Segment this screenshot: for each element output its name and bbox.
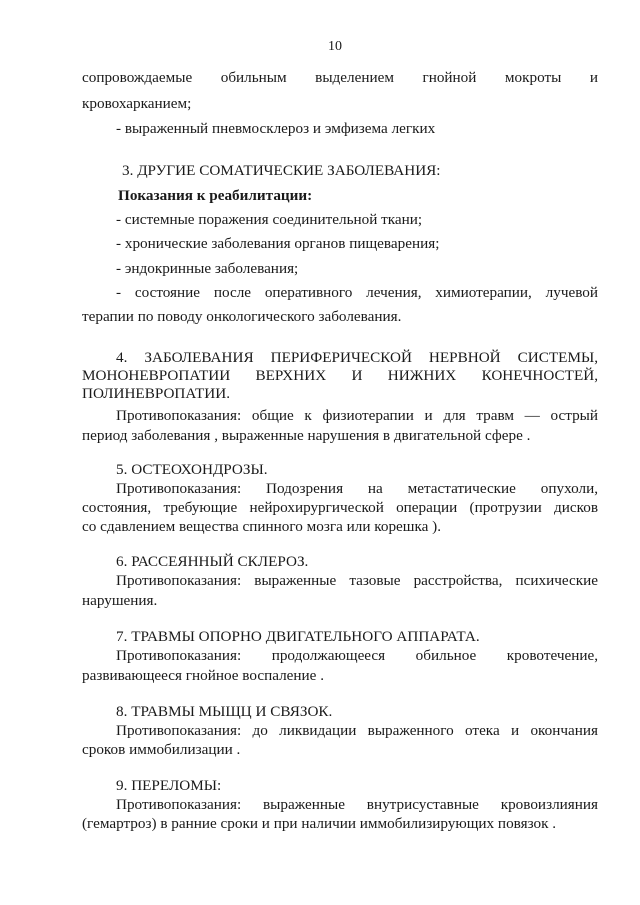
section-8-heading: 8. ТРАВМЫ МЫЩЦ И СВЯЗОК. bbox=[116, 703, 333, 720]
indication-item-4-line-2: терапии по поводу онкологического заболевания. bbox=[82, 308, 402, 325]
section-5-text-line-3: со сдавлением вещества спинного мозга или корешка ). bbox=[82, 518, 442, 535]
section-7-text-line-2: развивающееся гнойное воспаление . bbox=[82, 667, 324, 684]
section-8-text-line-2: сроков иммобилизации . bbox=[82, 741, 241, 758]
section-6-heading: 6. РАССЕЯННЫЙ СКЛЕРОЗ. bbox=[116, 553, 309, 570]
section-4-heading-line-1: 4. ЗАБОЛЕВАНИЯ ПЕРИФЕРИЧЕСКОЙ НЕРВНОЙ СИСТЕМЫ, bbox=[116, 349, 598, 366]
section-7-heading: 7. ТРАВМЫ ОПОРНО ДВИГАТЕЛЬНОГО АППАРАТА. bbox=[116, 628, 480, 645]
continuation-line-1: сопровождаемые обильным выделением гнойной мокроты и bbox=[82, 69, 598, 86]
section-9-heading: 9. ПЕРЕЛОМЫ: bbox=[116, 777, 222, 794]
section-5-heading: 5. ОСТЕОХОНДРОЗЫ. bbox=[116, 461, 268, 478]
section-9-text-line-2: (гемартроз) в ранние сроки и при наличии иммобилизирующих повязок . bbox=[82, 815, 557, 832]
indication-item-3: - эндокринные заболевания; bbox=[116, 260, 299, 277]
section-6-text-line-1: Противопоказания: выраженные тазовые расстройства, психические bbox=[116, 572, 598, 589]
continuation-line-3: - выраженный пневмосклероз и эмфизема легких bbox=[116, 120, 436, 137]
indication-item-1: - системные поражения соединительной ткани; bbox=[116, 211, 423, 228]
section-8-text-line-1: Противопоказания: до ликвидации выраженного отека и окончания bbox=[116, 722, 598, 739]
section-9-text-line-1: Противопоказания: выраженные внутрисуставные кровоизлияния bbox=[116, 796, 598, 813]
section-3-heading: 3. ДРУГИЕ СОМАТИЧЕСКИЕ ЗАБОЛЕВАНИЯ: bbox=[122, 162, 441, 179]
section-5-text-line-2: состояния, требующие нейрохирургической операции (протрузии дисков bbox=[82, 499, 598, 516]
section-7-text-line-1: Противопоказания: продолжающееся обильное кровотечение, bbox=[116, 647, 598, 664]
page-number: 10 bbox=[328, 39, 342, 54]
section-5-text-line-1: Противопоказания: Подозрения на метастатические опухоли, bbox=[116, 480, 598, 497]
section-6-text-line-2: нарушения. bbox=[82, 592, 158, 609]
indication-item-4-line-1: - состояние после оперативного лечения, химиотерапии, лучевой bbox=[116, 284, 598, 301]
section-4-heading-line-2: МОНОНЕВРОПАТИИ ВЕРХНИХ И НИЖНИХ КОНЕЧНОСТЕЙ, bbox=[82, 367, 598, 384]
section-4-text-line-1: Противопоказания: общие к физиотерапии и для травм — острый bbox=[116, 407, 598, 424]
section-4-text-line-2: период заболевания , выраженные нарушения в двигательной сфере . bbox=[82, 427, 531, 444]
section-4-heading-line-3: ПОЛИНЕВРОПАТИИ. bbox=[82, 385, 231, 402]
continuation-line-2: кровохарканием; bbox=[82, 95, 192, 112]
indication-item-2: - хронические заболевания органов пищеварения; bbox=[116, 235, 440, 252]
indications-title: Показания к реабилитации: bbox=[118, 187, 313, 204]
